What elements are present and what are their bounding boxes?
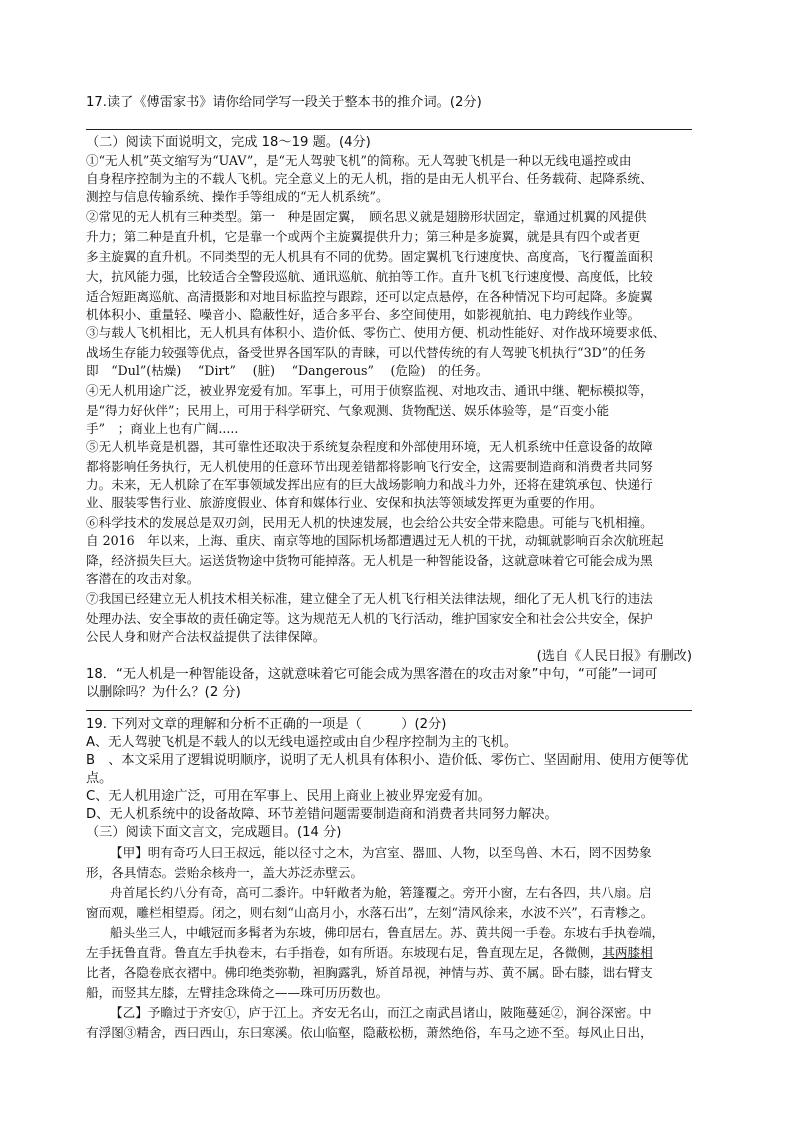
- classical-line: 【乙】予瞻过于齐安①，庐于江上。齐安无名山，而江之南武昌诸山，陂陁蔓延②，涧谷深密。中: [110, 1005, 652, 1020]
- article-line: 公民人身和财产合法权益提供了法律保障。: [86, 629, 326, 644]
- article-line: 自身程序控制为主的不载人飞机。完全意义上的无人机，指的是由无人机平台、任务载荷、起降系统、: [86, 171, 653, 186]
- article-line: 都将影响任务执行，无人机使用的任意环节出现差错都将影响飞行安全，这需要制造商和消费者共同努: [86, 459, 653, 474]
- article-line: 力。未来，无人机除了在军事领域发挥出应有的巨大战场影响力和战斗力外，还将在建筑承包、快递行: [86, 477, 653, 492]
- question-19-option-b-cont: 点。: [86, 771, 113, 786]
- article-line: 大，抗风能力强，比较适合全警段巡航、通讯巡航、航拍等工作。直升飞机飞行速度慢、高度低，比较: [86, 269, 653, 284]
- article-line: ⑦我国已经建立无人机技术相关标准，建立健全了无人机飞行相关法律法规，细化了无人机飞行的违法: [86, 591, 653, 606]
- article-line: ①“无人机”英文缩写为“UAV”，是“无人驾驶飞机”的简称。无人驾驶飞机是一种以无线电遥控或由: [86, 153, 632, 168]
- question-19-option-a: A、无人驾驶飞机是不载人的以无线电遥控或由自少程序控制为主的飞机。: [86, 735, 518, 750]
- answer-line-17: [86, 129, 692, 130]
- classical-line: [86, 944, 706, 962]
- question-19-stem: 19. 下列对文章的理解和分析不正确的一项是（ ）(2分): [86, 717, 447, 732]
- classical-line: 舟首尾长约八分有奇，高可二黍许。中轩敞者为舱，箬篷覆之。旁开小窗，左右各四，共八扇。启: [110, 885, 652, 900]
- classical-line: 比者，各隐卷底衣褶中。佛印绝类弥勒，袒胸露乳，矫首昂视，神情与苏、黄不属。卧右膝，诎右臂支: [86, 965, 653, 980]
- answer-line-18: [86, 710, 692, 711]
- article-line: 客潜在的攻击对象。: [86, 571, 200, 586]
- article-source: (选自《人民日报》有删改): [536, 649, 692, 664]
- question-17: 17.读了《傅雷家书》请你给同学写一段关于整本书的推介词。(2分): [86, 95, 482, 110]
- question-18-line-1: 18．“无人机是一种智能设备，这就意味着它可能会成为黑客潜在的攻击对象”中句，“可能”一词可: [86, 667, 658, 682]
- article-line: 手” ；商业上也有广阔.....: [86, 421, 239, 436]
- article-line: ③与载人飞机相比，无人机具有体积小、造价低、零伤亡、使用方便、机动性能好、对作战环境要求低、: [86, 325, 666, 340]
- classical-line: 船头坐三人，中峨冠而多髯者为东坡，佛印居右，鲁直居左。苏、黄共阅一手卷。东坡右手执卷端，: [110, 925, 665, 940]
- article-line: 升力；第二种是直升机，它是靠一个或两个主旋翼提供升力；第三种是多旋翼，就是具有四个或者更: [86, 229, 641, 244]
- article-line: 测控与信息传输系统、操作手等组成的“无人机系统”。: [86, 189, 389, 204]
- article-line: 是“得力好伙伴”；民用上，可用于科学研究、气象观测、货物配送、娱乐体验等，是“百变小能: [86, 403, 610, 418]
- article-line: 适合短距离巡航、高清摄影和对地目标监控与跟踪，还可以定点悬停，在各种情况下均可起降。多旋翼: [86, 289, 653, 304]
- article-line: ⑤无人机毕竟是机器，其可靠性还取决于系统复杂程度和外部使用环境，无人机系统中任意设备的故障: [86, 439, 653, 454]
- question-19-option-b: B 、本文采用了逻辑说明顺序，说明了无人机具有体积小、造价低、零伤亡、坚固耐用、使用方便等优: [86, 753, 689, 768]
- section-2-title: （二）阅读下面说明文，完成 18～19 题。(4分): [86, 135, 371, 150]
- article-line: 多主旋翼的直升机。不同类型的无人机具有不同的优势。固定翼机飞行速度快、高度高，飞行覆盖面积: [86, 249, 653, 264]
- underlined-phrase: 其两膝相: [602, 945, 653, 960]
- article-line: ②常见的无人机有三种类型。第一 种是固定翼， 顾名思义就是翅膀形状固定，靠通过机翼的风提供: [86, 209, 647, 224]
- article-line: 即 “Dul”(枯燥) “Dirt” (脏) “Dangerous” (危险) 的任务。: [86, 363, 489, 378]
- article-line: ④无人机用途广泛，被业界宠爱有加。军事上，可用于侦察监视、对地攻击、通讯中继、靶标模拟等，: [86, 383, 653, 398]
- article-line: 自 2016 年以来，上海、重庆、南京等地的国际机场都遭遇过无人机的干扰，动辄就影响百余次航班起: [86, 533, 664, 548]
- article-line: 处理办法、安全事故的责任确定等。这为规范无人机的飞行活动，维护国家安全和社会公共安全，保护: [86, 611, 653, 626]
- article-line: 降，经济损失巨大。运送货物途中货物可能掉落。无人机是一种智能设备，这就意味着它可能会成为黑: [86, 553, 653, 568]
- classical-line: 有浮图③精舍，西曰西山，东曰寒溪。依山临壑，隐蔽松枥，萧然绝俗，车马之迹不至。每风止日出，: [86, 1025, 653, 1040]
- question-19-option-c: C、无人机用途广泛，可用在军事上、民用上商业上被业界宠爱有加。: [86, 789, 491, 804]
- question-19-option-d: D、无人机系统中的设备故障、环节差错问题需要制造商和消费者共同努力解决。: [86, 807, 558, 822]
- article-line: 业、服装零售行业、旅游度假业、体育和媒体行业、安保和执法等领域发挥更为重要的作用。: [86, 495, 603, 510]
- classical-line-text: 左手抚鲁直背。鲁直左手执卷末，右手指卷，如有所语。东坡现右足，鲁直现左足，各微侧，: [86, 945, 603, 960]
- section-3-title: （三）阅读下面文言文，完成题目。(14 分): [86, 825, 342, 840]
- question-18-line-2: 以删除吗？为什么？(2 分): [86, 685, 241, 700]
- classical-line: 形，各具情态。尝贻余核舟一，盖大苏泛赤壁云。: [86, 865, 364, 880]
- classical-line: 【甲】明有奇巧人曰王叔远，能以径寸之木，为宫室、器皿、人物，以至鸟兽、木石，罔不因势象: [110, 845, 652, 860]
- classical-line: 窗而观，雕栏相望焉。闭之，则右刻“山高月小，水落石出”，左刻“清风徐来，水波不兴”，石青糁之。: [86, 905, 654, 920]
- article-line: 战场生存能力较强等优点，备受世界各国军队的青睐，可以代替传统的有人驾驶飞机执行“3D”的任务: [86, 345, 646, 360]
- article-line: ⑥科学技术的发展总是双刃剑，民用无人机的快速发展，也会给公共安全带来隐患。可能与飞机相撞。: [86, 515, 653, 530]
- classical-line: 船，而竖其左膝，左臂挂念珠倚之——珠可历历数也。: [86, 985, 389, 1000]
- article-line: 机体积小、重量轻、噪音小、隐蔽性好，适合多平台、多空间使用，如影视航拍、电力跨线作业等。: [86, 307, 641, 322]
